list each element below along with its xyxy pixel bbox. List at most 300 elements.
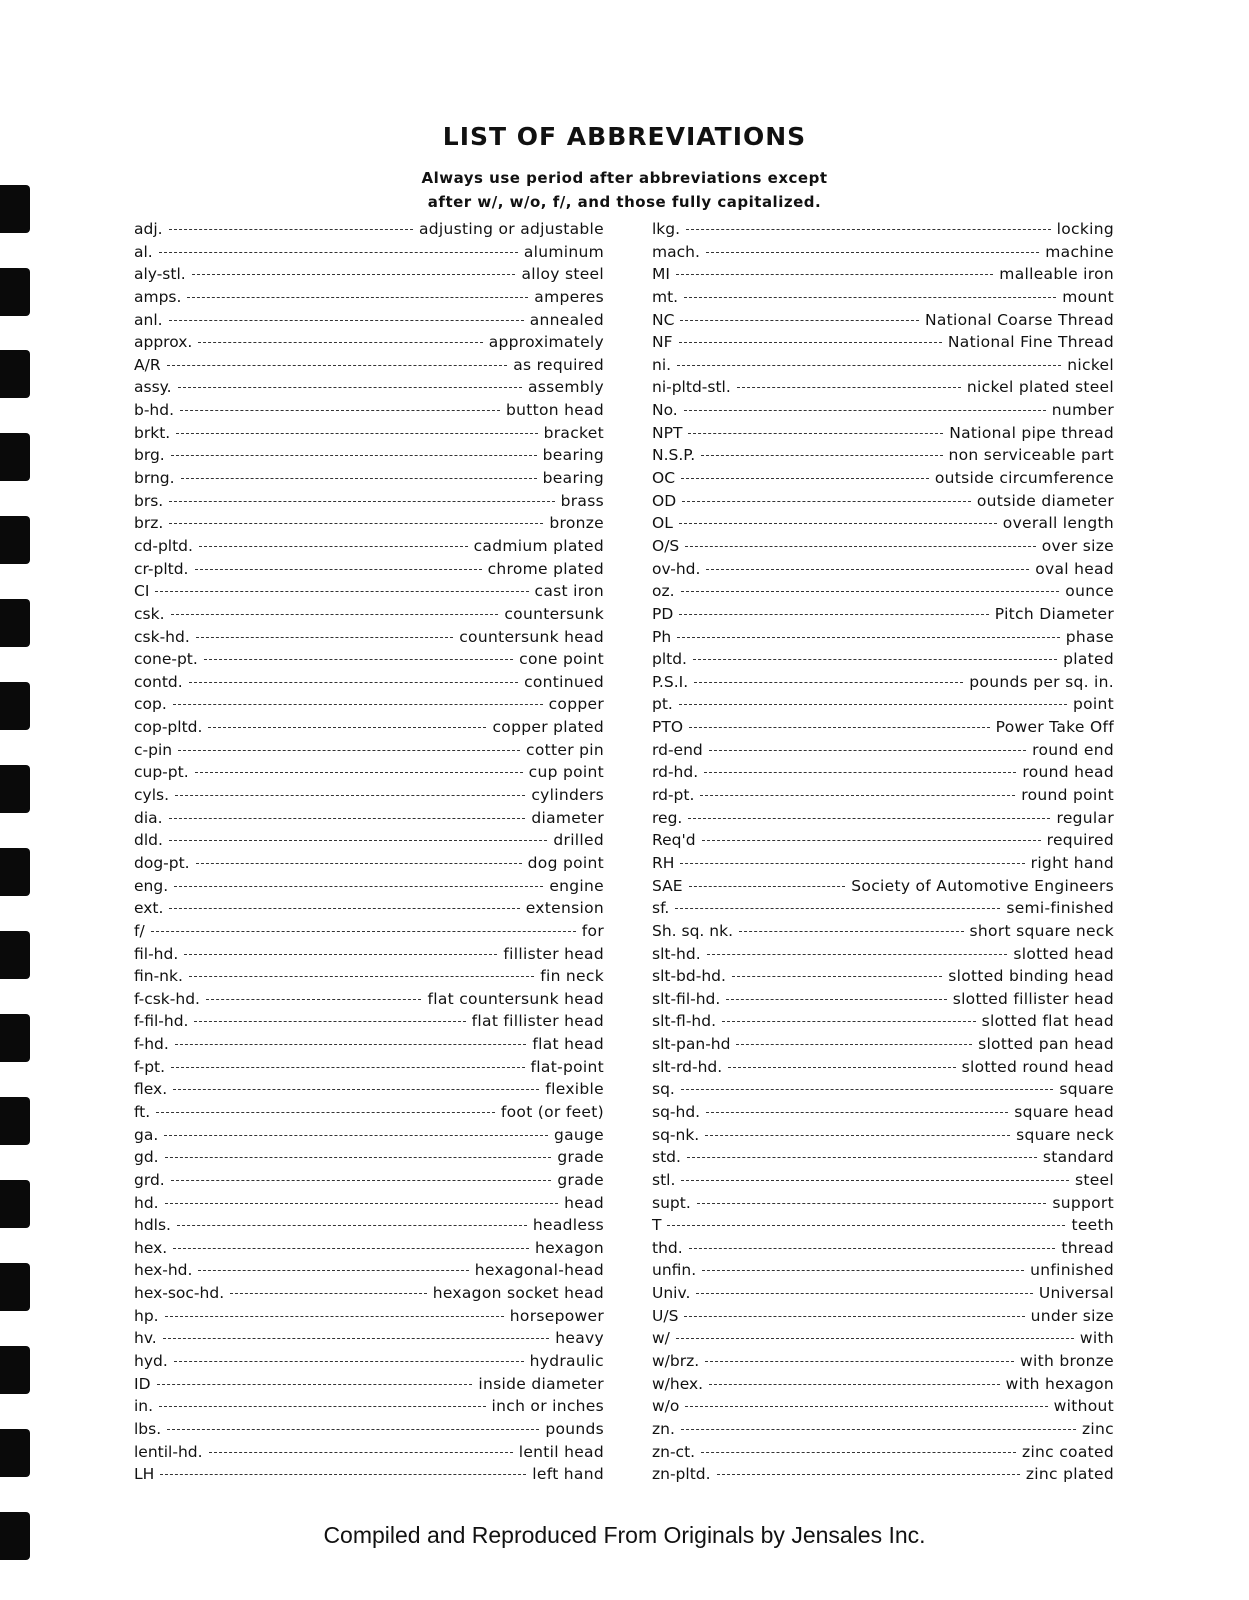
abbreviation-term: Sh. sq. nk. — [652, 921, 734, 940]
abbreviation-meaning: lentil head — [518, 1442, 604, 1461]
leader-dashes — [196, 863, 522, 864]
abbreviation-term: csk. — [134, 604, 165, 623]
page-title: LIST OF ABBREVIATIONS — [442, 122, 807, 151]
abbreviation-term: LH — [134, 1465, 155, 1484]
leader-dashes — [667, 1225, 1065, 1226]
abbreviation-term: P.S.I. — [652, 672, 689, 691]
abbreviation-row — [652, 990, 1114, 1013]
abbreviation-meaning: zinc plated — [1025, 1465, 1114, 1484]
abbreviation-row — [134, 1261, 604, 1284]
leader-dashes — [682, 501, 971, 502]
abbreviation-meaning: flexible — [545, 1080, 604, 1099]
abbreviation-row — [134, 1443, 604, 1466]
abbreviation-term: in. — [134, 1397, 154, 1416]
leader-dashes — [175, 1044, 527, 1045]
binding-hole — [0, 516, 30, 564]
abbreviation-row — [134, 378, 604, 401]
abbreviation-row — [134, 492, 604, 515]
abbreviation-meaning: hexagon socket head — [432, 1284, 604, 1303]
abbreviation-meaning: inch or inches — [491, 1397, 604, 1416]
leader-dashes — [159, 1406, 485, 1407]
abbreviation-row — [134, 1171, 604, 1194]
abbreviation-row — [652, 763, 1114, 786]
abbreviation-row — [652, 1443, 1114, 1466]
leader-dashes — [676, 274, 993, 275]
abbreviation-meaning: National pipe thread — [949, 423, 1114, 442]
leader-dashes — [687, 1157, 1037, 1158]
leader-dashes — [689, 727, 990, 728]
leader-dashes — [160, 1474, 526, 1475]
leader-dashes — [178, 387, 522, 388]
abbreviation-meaning: slotted fillister head — [952, 989, 1114, 1008]
abbreviation-meaning: diameter — [531, 808, 604, 827]
abbreviation-row — [134, 514, 604, 537]
leader-dashes — [169, 818, 526, 819]
abbreviation-row — [652, 1148, 1114, 1171]
leader-dashes — [689, 886, 846, 887]
abbreviation-meaning: with hexagon — [1005, 1374, 1114, 1393]
leader-dashes — [164, 1135, 548, 1136]
abbreviation-meaning: head — [564, 1193, 604, 1212]
abbreviation-term: ni. — [652, 355, 672, 374]
abbreviation-meaning: countersunk head — [459, 627, 604, 646]
abbreviation-term: O/S — [652, 536, 680, 555]
abbreviation-meaning: button head — [505, 401, 604, 420]
abbreviation-meaning: bearing — [542, 469, 604, 488]
abbreviation-meaning: support — [1052, 1193, 1114, 1212]
abbreviation-meaning: right hand — [1030, 853, 1114, 872]
abbreviation-meaning: as required — [513, 355, 604, 374]
abbreviation-meaning: required — [1046, 831, 1114, 850]
abbreviation-meaning: thread — [1061, 1238, 1114, 1257]
abbreviation-meaning: semi-finished — [1006, 899, 1114, 918]
abbreviation-term: dog-pt. — [134, 853, 190, 872]
abbreviation-term: slt-bd-hd. — [652, 967, 726, 986]
abbreviation-term: brkt. — [134, 423, 171, 442]
leader-dashes — [230, 1293, 427, 1294]
abbreviation-term: hex-soc-hd. — [134, 1284, 225, 1303]
abbreviation-row — [134, 786, 604, 809]
abbreviation-row — [134, 1307, 604, 1330]
abbreviation-row — [652, 1171, 1114, 1194]
abbreviation-row — [652, 1307, 1114, 1330]
abbreviation-meaning: round point — [1021, 786, 1114, 805]
leader-dashes — [173, 1089, 539, 1090]
abbreviation-row — [652, 741, 1114, 764]
abbreviation-row — [134, 220, 604, 243]
abbreviation-meaning: with bronze — [1020, 1352, 1114, 1371]
abbreviation-term: mach. — [652, 242, 700, 261]
abbreviation-row — [652, 1375, 1114, 1398]
abbreviation-meaning: overall length — [1002, 514, 1114, 533]
leader-dashes — [196, 637, 453, 638]
abbreviation-meaning: steel — [1074, 1170, 1114, 1189]
abbreviation-meaning: assembly — [527, 378, 604, 397]
leader-dashes — [700, 795, 1015, 796]
leader-dashes — [689, 1248, 1056, 1249]
abbreviation-meaning: round end — [1032, 740, 1114, 759]
abbreviation-term: zn-pltd. — [652, 1465, 711, 1484]
leader-dashes — [165, 1316, 504, 1317]
abbreviation-term: hd. — [134, 1193, 159, 1212]
abbreviation-row — [134, 990, 604, 1013]
leader-dashes — [684, 297, 1056, 298]
leader-dashes — [198, 342, 482, 343]
leader-dashes — [680, 320, 919, 321]
abbreviation-term: OL — [652, 514, 673, 533]
abbreviation-meaning: slotted round head — [961, 1057, 1114, 1076]
leader-dashes — [173, 1248, 529, 1249]
abbreviation-row — [652, 695, 1114, 718]
leader-dashes — [701, 1452, 1016, 1453]
abbreviation-row — [134, 333, 604, 356]
leader-dashes — [151, 931, 576, 932]
binding-hole — [0, 1263, 30, 1311]
binding-hole — [0, 1014, 30, 1062]
abbreviation-row — [134, 809, 604, 832]
abbreviation-meaning: left hand — [532, 1465, 604, 1484]
abbreviation-term: w/brz. — [652, 1352, 700, 1371]
abbreviation-row — [134, 673, 604, 696]
leader-dashes — [176, 433, 537, 434]
leader-dashes — [694, 682, 963, 683]
leader-dashes — [195, 772, 523, 773]
leader-dashes — [702, 1270, 1024, 1271]
abbreviation-term: fin-nk. — [134, 967, 183, 986]
leader-dashes — [726, 999, 946, 1000]
abbreviation-row — [134, 401, 604, 424]
abbreviation-term: NC — [652, 310, 675, 329]
leader-dashes — [169, 908, 519, 909]
abbreviation-term: b-hd. — [134, 401, 175, 420]
abbreviation-row — [134, 922, 604, 945]
leader-dashes — [702, 840, 1041, 841]
abbreviation-term: OD — [652, 491, 677, 510]
leader-dashes — [706, 252, 1039, 253]
abbreviation-row — [652, 1194, 1114, 1217]
abbreviation-term: cone-pt. — [134, 650, 198, 669]
abbreviation-term: brs. — [134, 491, 164, 510]
abbreviation-row — [652, 1035, 1114, 1058]
abbreviation-row — [134, 1216, 604, 1239]
abbreviation-term: lentil-hd. — [134, 1442, 203, 1461]
abbreviation-term: f/ — [134, 921, 145, 940]
abbreviation-row — [652, 1465, 1114, 1488]
abbreviation-meaning: mount — [1062, 287, 1114, 306]
leader-dashes — [171, 1067, 524, 1068]
abbreviation-row — [134, 1329, 604, 1352]
abbreviation-term: ga. — [134, 1125, 159, 1144]
abbreviation-term: f-hd. — [134, 1035, 169, 1054]
abbreviation-meaning: extension — [525, 899, 604, 918]
abbreviation-term: w/hex. — [652, 1374, 704, 1393]
abbreviation-row — [134, 446, 604, 469]
abbreviation-meaning: bronze — [549, 514, 604, 533]
abbreviation-meaning: number — [1051, 401, 1114, 420]
leader-dashes — [696, 1293, 1032, 1294]
abbreviation-term: cr-pltd. — [134, 559, 189, 578]
abbreviation-row — [652, 1420, 1114, 1443]
abbreviation-row — [134, 265, 604, 288]
abbreviation-meaning: oval head — [1035, 559, 1114, 578]
abbreviation-term: N.S.P. — [652, 446, 696, 465]
abbreviation-meaning: flat-point — [530, 1057, 604, 1076]
abbreviation-term: f-csk-hd. — [134, 989, 200, 1008]
abbreviation-meaning: Pitch Diameter — [994, 604, 1114, 623]
abbreviation-term: aly-stl. — [134, 265, 186, 284]
abbreviation-row — [652, 265, 1114, 288]
abbreviation-term: assy. — [134, 378, 172, 397]
leader-dashes — [709, 750, 1026, 751]
leader-dashes — [165, 1203, 559, 1204]
leader-dashes — [209, 1452, 513, 1453]
leader-dashes — [204, 659, 513, 660]
abbreviation-meaning: pounds per sq. in. — [969, 672, 1114, 691]
binding-hole — [0, 682, 30, 730]
leader-dashes — [685, 1406, 1047, 1407]
abbreviation-row — [134, 831, 604, 854]
leader-dashes — [688, 818, 1050, 819]
leader-dashes — [155, 591, 528, 592]
abbreviation-row — [134, 1465, 604, 1488]
abbreviation-term: hyd. — [134, 1352, 168, 1371]
leader-dashes — [681, 591, 1060, 592]
abbreviation-term: sf. — [652, 899, 670, 918]
abbreviation-meaning: point — [1072, 695, 1114, 714]
abbreviation-term: mt. — [652, 287, 679, 306]
abbreviation-row — [652, 469, 1114, 492]
abbreviation-term: fil-hd. — [134, 944, 179, 963]
abbreviation-meaning: cone point — [519, 650, 604, 669]
leader-dashes — [180, 410, 500, 411]
abbreviation-term: ext. — [134, 899, 164, 918]
abbreviation-term: NPT — [652, 423, 683, 442]
abbreviation-row — [134, 243, 604, 266]
abbreviation-meaning: flat countersunk head — [427, 989, 604, 1008]
leader-dashes — [705, 1135, 1010, 1136]
abbreviation-row — [134, 356, 604, 379]
abbreviation-meaning: hexagonal-head — [474, 1261, 604, 1280]
abbreviation-row — [652, 537, 1114, 560]
abbreviation-term: No. — [652, 401, 678, 420]
abbreviation-meaning: round head — [1022, 763, 1114, 782]
abbreviation-row — [652, 1103, 1114, 1126]
abbreviation-meaning: heavy — [555, 1329, 604, 1348]
leader-dashes — [206, 999, 422, 1000]
abbreviation-term: gd. — [134, 1148, 159, 1167]
abbreviation-row — [652, 492, 1114, 515]
leader-dashes — [198, 1270, 468, 1271]
abbreviation-meaning: countersunk — [504, 604, 604, 623]
abbreviation-row — [134, 1035, 604, 1058]
abbreviation-meaning: slotted binding head — [948, 967, 1114, 986]
abbreviation-meaning: headless — [532, 1216, 604, 1235]
abbreviation-row — [652, 220, 1114, 243]
leader-dashes — [199, 546, 468, 547]
abbreviation-row — [134, 1420, 604, 1443]
abbreviation-meaning: nickel plated steel — [966, 378, 1114, 397]
abbreviation-row — [134, 605, 604, 628]
abbreviation-term: MI — [652, 265, 670, 284]
abbreviation-meaning: zinc coated — [1022, 1442, 1114, 1461]
abbreviation-row — [652, 311, 1114, 334]
leader-dashes — [681, 478, 929, 479]
abbreviation-row — [134, 537, 604, 560]
abbreviation-term: OC — [652, 469, 676, 488]
leader-dashes — [737, 387, 961, 388]
abbreviation-row — [134, 1058, 604, 1081]
abbreviation-term: pltd. — [652, 650, 687, 669]
abbreviation-row — [652, 899, 1114, 922]
leader-dashes — [701, 455, 942, 456]
abbreviation-row — [652, 560, 1114, 583]
abbreviation-row — [134, 1194, 604, 1217]
abbreviation-meaning: phase — [1065, 627, 1114, 646]
leader-dashes — [706, 569, 1029, 570]
abbreviation-term: brng. — [134, 469, 175, 488]
abbreviation-term: PTO — [652, 718, 684, 737]
leader-dashes — [169, 523, 543, 524]
abbreviation-row — [134, 582, 604, 605]
abbreviation-term: lkg. — [652, 220, 681, 238]
leader-dashes — [679, 704, 1067, 705]
leader-dashes — [195, 569, 482, 570]
abbreviation-term: contd. — [134, 672, 183, 691]
abbreviation-meaning: dog point — [527, 853, 604, 872]
abbreviation-row — [652, 288, 1114, 311]
leader-dashes — [171, 455, 537, 456]
abbreviation-meaning: plated — [1063, 650, 1114, 669]
leader-dashes — [681, 1429, 1076, 1430]
abbreviation-term: hv. — [134, 1329, 157, 1348]
abbreviation-meaning: aluminum — [523, 242, 604, 261]
abbreviation-term: slt-hd. — [652, 944, 701, 963]
abbreviation-meaning: cylinders — [531, 786, 604, 805]
abbreviation-term: sq-hd. — [652, 1102, 701, 1121]
leader-dashes — [688, 433, 943, 434]
abbreviation-meaning: short square neck — [969, 921, 1114, 940]
binding-hole — [0, 1346, 30, 1394]
abbreviation-row — [652, 809, 1114, 832]
abbreviation-meaning: cup point — [528, 763, 604, 782]
abbreviation-term: dia. — [134, 808, 163, 827]
abbreviation-row — [652, 945, 1114, 968]
abbreviation-row — [652, 1058, 1114, 1081]
abbreviation-row — [134, 1126, 604, 1149]
abbreviation-term: zn-ct. — [652, 1442, 696, 1461]
abbreviation-meaning: National Fine Thread — [947, 333, 1114, 352]
abbreviation-term: unfin. — [652, 1261, 697, 1280]
binding-hole — [0, 1180, 30, 1228]
leader-dashes — [174, 1361, 524, 1362]
abbreviation-term: cop. — [134, 695, 167, 714]
abbreviation-row — [652, 356, 1114, 379]
abbreviation-term: c-pin — [134, 740, 173, 759]
leader-dashes — [732, 976, 942, 977]
leader-dashes — [169, 840, 547, 841]
abbreviation-row — [134, 1239, 604, 1262]
abbreviation-row — [652, 1284, 1114, 1307]
abbreviation-row — [134, 1148, 604, 1171]
abbreviation-meaning: teeth — [1071, 1216, 1114, 1235]
leader-dashes — [684, 1316, 1024, 1317]
abbreviation-row — [134, 854, 604, 877]
abbreviation-meaning: Universal — [1038, 1284, 1114, 1303]
abbreviation-term: al. — [134, 242, 153, 261]
leader-dashes — [722, 1021, 976, 1022]
abbreviation-term: RH — [652, 853, 675, 872]
abbreviation-meaning: Power Take Off — [995, 718, 1114, 737]
abbreviation-meaning: annealed — [529, 310, 604, 329]
abbreviation-row — [134, 718, 604, 741]
abbreviation-term: cd-pltd. — [134, 536, 193, 555]
leader-dashes — [165, 1157, 552, 1158]
abbreviation-meaning: amperes — [534, 287, 604, 306]
leader-dashes — [675, 908, 1000, 909]
leader-dashes — [187, 297, 528, 298]
abbreviation-meaning: outside diameter — [976, 491, 1114, 510]
footer-credit: Compiled and Reproduced From Originals by Jensales Inc. — [323, 1522, 926, 1548]
abbreviation-meaning: machine — [1045, 242, 1114, 261]
abbreviation-term: thd. — [652, 1238, 683, 1257]
abbreviation-row — [652, 1261, 1114, 1284]
abbreviation-row — [652, 854, 1114, 877]
binding-hole — [0, 599, 30, 647]
abbreviation-meaning: horsepower — [509, 1306, 604, 1325]
abbreviation-row — [652, 922, 1114, 945]
abbreviation-term: CI — [134, 582, 150, 601]
abbreviation-term: ni-pltd-stl. — [652, 378, 731, 397]
abbreviation-meaning: copper plated — [492, 718, 604, 737]
abbreviation-meaning: adjusting or adjustable — [419, 220, 604, 238]
abbreviation-meaning: gauge — [553, 1125, 604, 1144]
abbreviation-term: slt-fl-hd. — [652, 1012, 716, 1031]
abbreviation-row — [652, 1352, 1114, 1375]
right-abbreviation-column — [652, 220, 1114, 1488]
abbreviation-term: hp. — [134, 1306, 159, 1325]
abbreviation-row — [134, 877, 604, 900]
abbreviation-term: PD — [652, 604, 674, 623]
abbreviation-row — [134, 1103, 604, 1126]
left-abbreviation-column — [134, 220, 604, 1488]
abbreviation-row — [134, 628, 604, 651]
leader-dashes — [739, 931, 964, 932]
abbreviation-row — [652, 1126, 1114, 1149]
abbreviation-meaning: non serviceable part — [948, 446, 1114, 465]
leader-dashes — [680, 863, 1024, 864]
abbreviation-row — [652, 401, 1114, 424]
abbreviation-term: ov-hd. — [652, 559, 701, 578]
abbreviation-term: f-fil-hd. — [134, 1012, 189, 1031]
abbreviation-meaning: Society of Automotive Engineers — [851, 876, 1114, 895]
abbreviation-row — [652, 514, 1114, 537]
leader-dashes — [685, 546, 1035, 547]
abbreviation-row — [652, 718, 1114, 741]
abbreviation-row — [652, 628, 1114, 651]
abbreviation-row — [652, 831, 1114, 854]
abbreviation-row — [134, 945, 604, 968]
binding-hole — [0, 848, 30, 896]
abbreviation-row — [652, 333, 1114, 356]
abbreviation-row — [652, 446, 1114, 469]
abbreviation-term: cop-pltd. — [134, 718, 203, 737]
page-subtitle — [0, 166, 1249, 214]
abbreviation-meaning: cast iron — [534, 582, 604, 601]
leader-dashes — [163, 1338, 550, 1339]
abbreviation-term: flex. — [134, 1080, 168, 1099]
leader-dashes — [728, 1067, 955, 1068]
abbreviation-row — [652, 1397, 1114, 1420]
